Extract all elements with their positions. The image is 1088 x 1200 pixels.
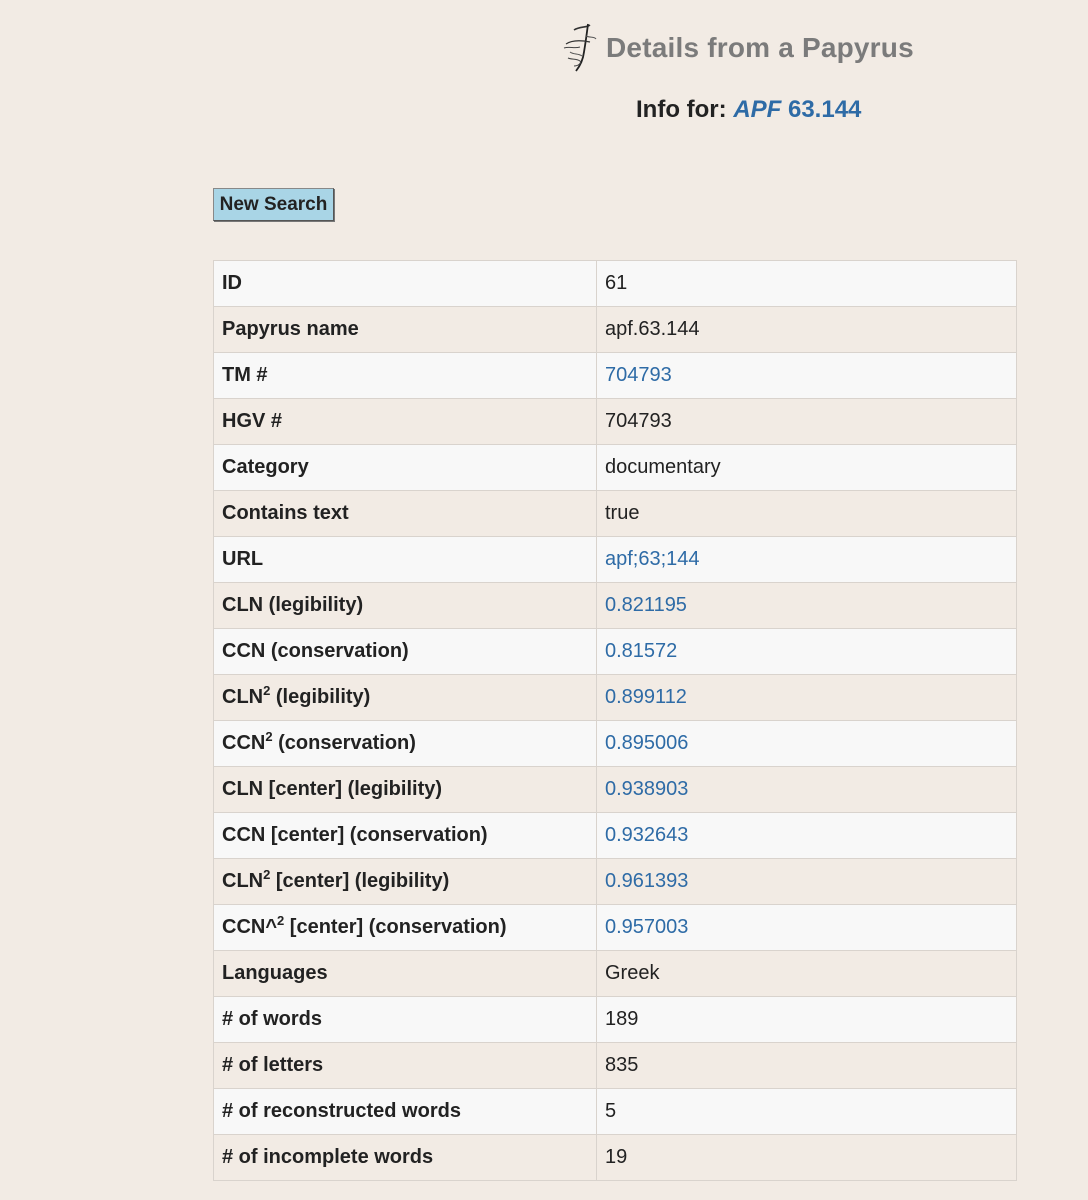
- table-row: [214, 583, 1017, 629]
- table-row: [214, 491, 1017, 537]
- row-label-superscript: 2: [265, 729, 273, 744]
- row-label: # of reconstructed words: [214, 1089, 597, 1135]
- row-value-cell: [597, 813, 1017, 859]
- row-value-link[interactable]: 0.899112: [605, 686, 687, 708]
- row-label: CCN [center] (conservation): [214, 813, 597, 859]
- table-row: [214, 997, 1017, 1043]
- row-value-cell: [597, 583, 1017, 629]
- row-value-cell: [597, 721, 1017, 767]
- row-value: 835: [597, 1043, 1017, 1089]
- table-row: [214, 859, 1017, 905]
- row-value-link[interactable]: 0.895006: [605, 732, 689, 754]
- papyrus-logo-icon: [560, 22, 602, 74]
- row-label: URL: [214, 537, 597, 583]
- row-label: CCN (conservation): [214, 629, 597, 675]
- table-row: [214, 813, 1017, 859]
- table-row: [214, 1135, 1017, 1181]
- table-row: [214, 721, 1017, 767]
- table-row: [214, 905, 1017, 951]
- row-label-base: CLN: [222, 686, 264, 708]
- row-value: 704793: [597, 399, 1017, 445]
- row-value: documentary: [597, 445, 1017, 491]
- row-label: [214, 905, 597, 951]
- table-row: [214, 951, 1017, 997]
- table-row: [214, 767, 1017, 813]
- row-value-link[interactable]: 0.957003: [605, 916, 689, 938]
- row-label-base: CLN: [222, 870, 264, 892]
- table-row: [214, 537, 1017, 583]
- new-search-button[interactable]: New Search: [213, 188, 334, 221]
- row-label: CLN [center] (legibility): [214, 767, 597, 813]
- row-value-link[interactable]: 0.938903: [605, 778, 689, 800]
- papyrus-details-table: [213, 260, 1017, 1181]
- row-value: 5: [597, 1089, 1017, 1135]
- row-label-suffix: [center] (conservation): [284, 916, 507, 938]
- row-label-base: CCN^: [222, 916, 278, 938]
- papyrus-reference-series: APF: [733, 96, 782, 123]
- row-value-link[interactable]: 0.81572: [605, 640, 678, 662]
- row-label: Category: [214, 445, 597, 491]
- row-label: # of letters: [214, 1043, 597, 1089]
- row-label: [214, 859, 597, 905]
- table-row: [214, 399, 1017, 445]
- table-row: [214, 307, 1017, 353]
- table-row: [214, 353, 1017, 399]
- row-label-superscript: 2: [263, 867, 271, 882]
- row-value: apf.63.144: [597, 307, 1017, 353]
- row-label: CLN (legibility): [214, 583, 597, 629]
- info-label: Info for:: [636, 96, 727, 123]
- row-label: Languages: [214, 951, 597, 997]
- row-value-link[interactable]: 704793: [605, 364, 672, 386]
- row-label: Contains text: [214, 491, 597, 537]
- papyrus-reference-link[interactable]: [733, 96, 861, 123]
- row-label-suffix: [center] (legibility): [270, 870, 450, 892]
- row-value-link[interactable]: 0.821195: [605, 594, 687, 616]
- row-label-base: CCN: [222, 732, 266, 754]
- table-row: [214, 629, 1017, 675]
- row-value-cell: [597, 629, 1017, 675]
- row-value: 19: [597, 1135, 1017, 1181]
- row-label: TM #: [214, 353, 597, 399]
- row-label: Papyrus name: [214, 307, 597, 353]
- row-value: true: [597, 491, 1017, 537]
- table-row: [214, 261, 1017, 307]
- table-row: [214, 445, 1017, 491]
- row-value-link[interactable]: apf;63;144: [605, 548, 700, 570]
- row-value-cell: [597, 353, 1017, 399]
- row-value: Greek: [597, 951, 1017, 997]
- info-heading: [636, 96, 861, 124]
- table-row: [214, 675, 1017, 721]
- row-value: 61: [597, 261, 1017, 307]
- row-label: # of incomplete words: [214, 1135, 597, 1181]
- row-value: 189: [597, 997, 1017, 1043]
- row-label-superscript: 2: [277, 913, 285, 928]
- page-header: [560, 22, 914, 74]
- row-label: [214, 675, 597, 721]
- row-value-cell: [597, 859, 1017, 905]
- row-label: HGV #: [214, 399, 597, 445]
- row-value-cell: [597, 537, 1017, 583]
- row-value-link[interactable]: 0.932643: [605, 824, 689, 846]
- row-label-superscript: 2: [263, 683, 271, 698]
- papyrus-reference-number: 63.144: [787, 96, 862, 123]
- row-label: # of words: [214, 997, 597, 1043]
- row-value-cell: [597, 767, 1017, 813]
- table-row: [214, 1043, 1017, 1089]
- row-value-cell: [597, 905, 1017, 951]
- table-row: [214, 1089, 1017, 1135]
- row-label-suffix: (conservation): [272, 732, 416, 754]
- row-label: [214, 721, 597, 767]
- row-value-link[interactable]: 0.961393: [605, 870, 689, 892]
- row-label: ID: [214, 261, 597, 307]
- row-value-cell: [597, 675, 1017, 721]
- page-title: Details from a Papyrus: [606, 32, 914, 63]
- row-label-suffix: (legibility): [270, 686, 371, 708]
